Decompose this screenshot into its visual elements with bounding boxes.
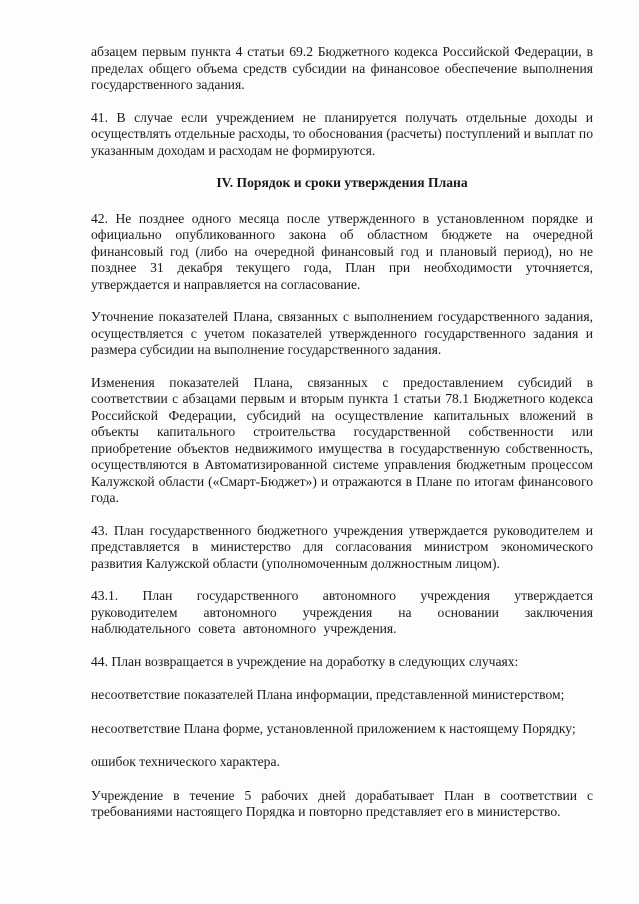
paragraph-41: 41. В случае если учреждением не планируется получать отдельные доходы и осуществлять отдельные расходы, то обоснования (расчеты) поступлений и выплат по указанным доходам и расходам не формируются.	[91, 109, 593, 158]
paragraph-final: Учреждение в течение 5 рабочих дней дорабатывает План в соответствии с требованиями настоящего Порядка и повторно представляет его в министерство.	[91, 787, 593, 819]
paragraph-44-item-b: несоответствие Плана форме, установленной приложением к настоящему Порядку;	[91, 720, 576, 736]
paragraph-44-item-c: ошибок технического характера.	[91, 754, 280, 769]
paragraph-43-1: 43.1. План государственного автономного учреждения утверждается руководителем автономного учреждения на основании заключения наблюдательного совета автономного учреждения.	[91, 588, 593, 636]
section-heading: IV. Порядок и сроки утверждения Плана	[216, 175, 468, 190]
paragraph-44-item-a: несоответствие показателей Плана информации, представленной министерством;	[91, 687, 565, 702]
paragraph-continuation: абзацем первым пункта 4 статьи 69.2 Бюджетного кодекса Российской Федерации, в пределах общего объема средств субсидии на финансовое обеспечение выполнения государственного задания.	[91, 44, 593, 92]
paragraph-42-refinement: Уточнение показателей Плана, связанных с выполнением государственного задания, осуществляется с учетом показателей утвержденного государственного задания и размера субсидии на выполнение государственного задания.	[91, 309, 593, 357]
paragraph-42-changes: Изменения показателей Плана, связанных с предоставлением субсидий в соответствии с абзацами первым и вторым пункта 1 статьи 78.1 Бюджетного кодекса Российской Федерации, субсидий на осуществление капитальных вложений в объекты капитального строительства государственной собственности или приобретение объектов недвижимого имущества в государственную собственность, осуществляются в Автоматизированной системе управления бюджетным процессом Калужской области («Смарт-Бюджет») и отражаются в Плане по итогам финансового года.	[91, 374, 593, 505]
paragraph-43: 43. План государственного бюджетного учреждения утверждается руководителем и представляется в министерство для согласования министром экономического развития Калужской области (уполномоченным должностным лицом).	[91, 522, 593, 571]
paragraph-44: 44. План возвращается в учреждение на доработку в следующих случаях:	[91, 653, 519, 669]
paragraph-42: 42. Не позднее одного месяца после утвержденного в установленном порядке и официально опубликованного закона об областном бюджете на очередной финансовый год (либо на очередной финансовый год и плановый период), но не позднее 31 декабря текущего года, План при необходимости уточняется, утверждается и направляется на согласование.	[91, 210, 593, 292]
